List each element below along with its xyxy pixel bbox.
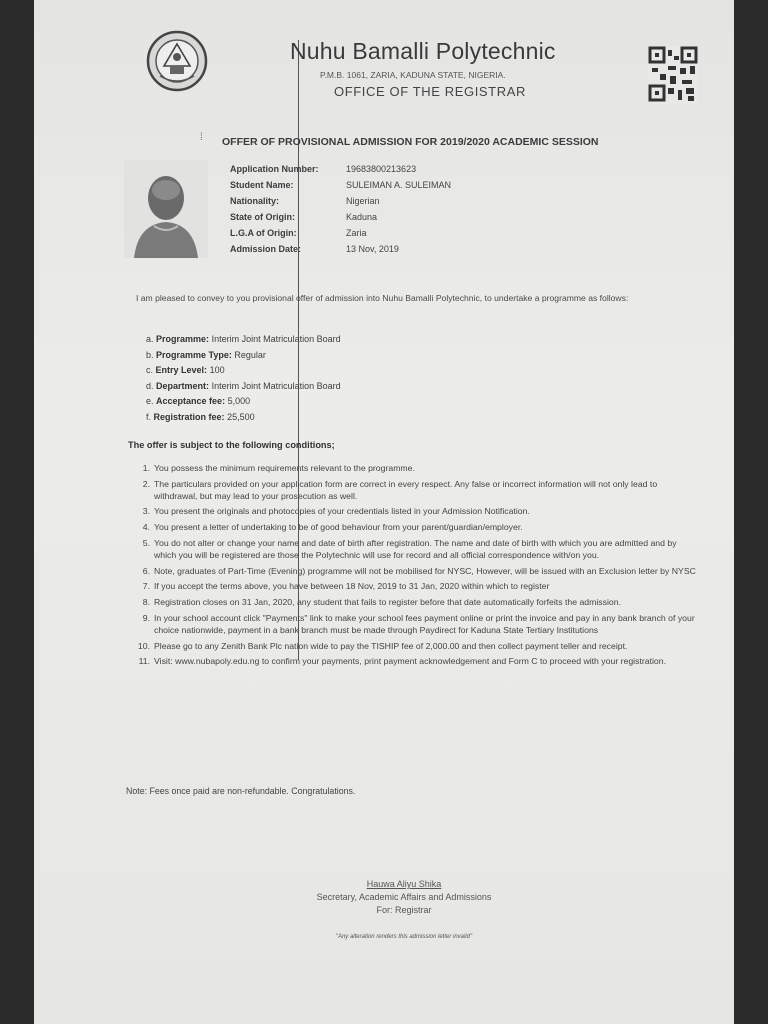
condition-item: [126, 656, 696, 668]
intro-paragraph: I am pleased to convey to you provisional offer of admission into Nuhu Bamalli Polytechnic, to undertake a programme as follows:: [136, 293, 629, 303]
conditions-heading: The offer is subject to the following conditions;: [128, 440, 335, 450]
item-value: 5,000: [227, 396, 251, 407]
condition-number: 8.: [142, 597, 150, 608]
condition-item: [126, 506, 696, 518]
condition-number: 4.: [142, 522, 150, 533]
detail-label: Application Number:: [230, 164, 319, 174]
item-marker: a.: [146, 334, 154, 344]
condition-text: You present a letter of undertaking to be of good behaviour from your parent/guardian/employer.: [154, 522, 523, 533]
qr-code-icon: [648, 46, 698, 104]
item-marker: e.: [146, 396, 154, 407]
condition-text: You do not alter or change your name and date of birth after registration. The name and date of birth with which you are admitted and by which you will be registered are those the Polytechnic will use for record and all official correspondence with/on you.: [154, 537, 677, 560]
programme-item: [146, 334, 341, 350]
admission-letter: [34, 0, 734, 1024]
item-label: Department:: [156, 380, 210, 391]
item-value: Regular: [234, 349, 266, 360]
item-marker: c.: [146, 365, 154, 376]
programme-item: [146, 412, 341, 428]
item-value: Interim Joint Matriculation Board: [211, 380, 341, 391]
signature-block: [254, 878, 554, 917]
item-label: Acceptance fee:: [156, 396, 226, 407]
item-label: Registration fee:: [153, 411, 225, 422]
condition-item: [126, 581, 696, 593]
condition-text: Registration closes on 31 Jan, 2020, any student that fails to register before that date automatically forfeits the admission.: [154, 597, 621, 608]
detail-label: Nationality:: [230, 196, 280, 206]
fees-note: Note: Fees once paid are non-refundable. Congratulations.: [126, 786, 356, 796]
programme-item: [146, 396, 341, 412]
detail-row: [230, 180, 451, 196]
conditions-list: [126, 463, 696, 672]
condition-number: 5.: [142, 537, 150, 548]
office-heading: OFFICE OF THE REGISTRAR: [334, 84, 526, 99]
condition-text: Visit: www.nubapoly.edu.ng to confirm your payments, print payment acknowledgement and Form C to proceed with your registration.: [154, 656, 667, 667]
programme-list: [146, 334, 341, 428]
signatory-for: For: Registrar: [376, 905, 432, 915]
condition-text: If you accept the terms above, you have between 18 Nov, 2019 to 31 Jan, 2020 within which to register: [154, 581, 550, 592]
condition-number: 9.: [142, 612, 150, 623]
condition-text: You present the originals and photocopies of your credentials listed in your Admission Notification.: [154, 506, 530, 517]
condition-item: [126, 479, 696, 503]
polytechnic-logo-icon: [146, 30, 208, 92]
item-value: 100: [209, 365, 225, 376]
condition-item: [126, 463, 696, 475]
detail-row: [230, 228, 451, 244]
institution-address: P.M.B. 1061, ZARIA, KADUNA STATE, NIGERIA.: [320, 70, 506, 80]
detail-row: [230, 244, 451, 260]
condition-item: [126, 641, 696, 653]
condition-item: [126, 538, 696, 562]
detail-label: Student Name:: [230, 180, 294, 190]
condition-number: 10.: [137, 640, 150, 651]
detail-label: L.G.A of Origin:: [230, 228, 297, 238]
condition-text: Please go to any Zenith Bank Plc nation wide to pay the TISHIP fee of 2,000.00 and then collect payment teller and receipt.: [154, 640, 628, 651]
programme-item: [146, 365, 341, 381]
signatory-title: Secretary, Academic Affairs and Admissions: [316, 892, 492, 902]
applicant-photo: [124, 160, 208, 258]
detail-value: Kaduna: [346, 212, 378, 222]
condition-number: 7.: [142, 581, 150, 592]
detail-value: SULEIMAN A. SULEIMAN: [346, 180, 452, 190]
title-mark: ⁞: [200, 132, 203, 143]
detail-row: [230, 212, 451, 228]
alteration-warning: "Any alteration renders this admission letter invalid": [335, 934, 473, 940]
condition-item: [126, 597, 696, 609]
detail-value: 19683800213623: [346, 164, 417, 174]
item-label: Programme:: [156, 334, 210, 344]
detail-label: State of Origin:: [230, 212, 295, 222]
condition-item: [126, 613, 696, 637]
item-marker: b.: [146, 349, 154, 360]
condition-text: Note, graduates of Part-Time (Evening) programme will not be mobilised for NYSC, However, will be issued with an Exclusion letter by NYSC: [154, 565, 696, 576]
offer-title: OFFER OF PROVISIONAL ADMISSION FOR 2019/2020 ACADEMIC SESSION: [222, 136, 599, 148]
detail-value: Nigerian: [346, 196, 380, 206]
detail-value: Zaria: [346, 228, 367, 238]
detail-row: [230, 164, 451, 180]
applicant-details: [230, 164, 451, 260]
condition-text: In your school account click "Payments" link to make your school fees payment online or print the invoice and pay in any bank branch of your choice nationwide, payment in a bank branch must be made through Paydirect for Kaduna State Tertiary Institutions: [154, 612, 695, 635]
institution-name: Nuhu Bamalli Polytechnic: [290, 38, 556, 64]
detail-label: Admission Date:: [230, 244, 302, 254]
condition-number: 2.: [142, 478, 150, 489]
item-value: 25,500: [227, 411, 255, 422]
condition-text: The particulars provided on your application form are correct in every respect. Any false or incorrect information will not only lead to withdrawal, but may lead to your prosecution as well.: [154, 478, 658, 501]
signatory-name: Hauwa Aliyu Shika: [366, 879, 442, 889]
programme-item: [146, 350, 341, 366]
condition-item: [126, 522, 696, 534]
condition-text: You possess the minimum requirements relevant to the programme.: [154, 463, 415, 473]
item-marker: d.: [146, 380, 154, 391]
condition-number: 1.: [142, 463, 150, 473]
item-label: Programme Type:: [156, 349, 232, 360]
condition-number: 6.: [142, 565, 150, 576]
item-marker: f.: [146, 411, 152, 422]
condition-item: [126, 566, 696, 578]
item-label: Entry Level:: [155, 365, 208, 376]
detail-row: [230, 196, 451, 212]
item-value: Interim Joint Matriculation Board: [211, 334, 341, 344]
condition-number: 3.: [142, 506, 150, 517]
detail-value: 13 Nov, 2019: [346, 244, 399, 254]
condition-number: 11.: [138, 656, 150, 667]
programme-item: [146, 381, 341, 397]
